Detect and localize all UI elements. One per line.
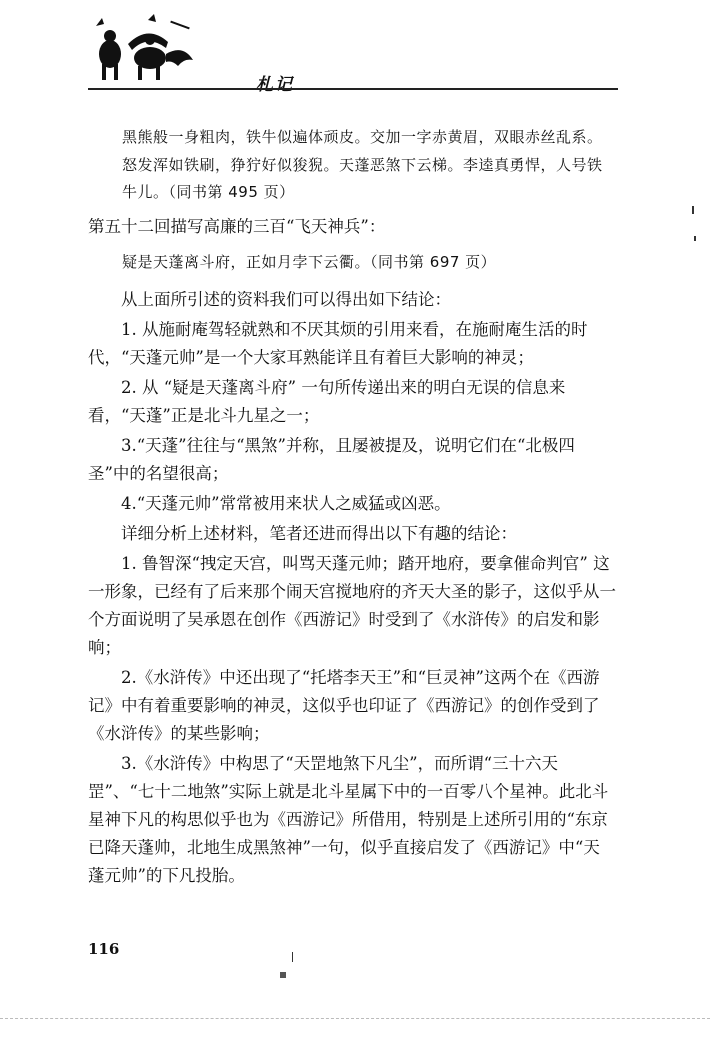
scan-speck [692,206,694,214]
header-divider [88,88,618,90]
paragraph: 3.《水浒传》中构思了“天罡地煞下凡尘”，而所谓“三十六天罡”、“七十二地煞”实际上就是北斗星属下中的一百零八个星神。此北斗星神下凡的构思似乎也为《西游记》所借用，特别是上述所引用的“东京已降天蓬帅，北地生成黑煞神”一句，似乎直接启发了《西游记》中“天蓬元帅”的下凡投胎。 [88,754,609,885]
paragraph: 2.《水浒传》中还出现了“托塔李天王”和“巨灵神”这两个在《西游记》中有着重要影响的神灵，这似乎也印证了《西游记》的创作受到了《水浒传》的某些影响； [88,668,600,743]
page-content [88,124,616,892]
page-header [88,14,618,94]
paragraph: 从上面所引述的资料我们可以得出如下结论： [121,290,451,309]
scan-edge-line [0,1018,710,1019]
scan-speck [292,952,293,962]
figures-logo-icon [88,14,198,86]
paragraph: 4.“天蓬元帅”常常被用来状人之威猛或凶恶。 [121,494,451,513]
scan-speck [694,236,696,241]
paragraph: 3.“天蓬”往往与“黑煞”并称，且屡被提及，说明它们在“北极四圣”中的名望很高； [88,436,575,483]
paragraph: 1. 从施耐庵驾轻就熟和不厌其烦的引用来看，在施耐庵生活的时代，“天蓬元帅”是一个大家耳熟能详且有着巨大影响的神灵； [88,320,588,367]
paragraph: 详细分析上述材料，笔者还进而得出以下有趣的结论： [121,524,517,543]
quote-block: 黑熊般一身粗肉，铁牛似遍体顽皮。交加一字赤黄眉，双眼赤丝乱系。怒发浑如铁刷，狰狞好似狻猊。天蓬恶煞下云梯。李逵真勇悍，人号铁牛儿。（同书第 495 页） [122,128,603,201]
header-title: 札记 [256,75,294,95]
paragraph: 第五十二回描写高廉的三百“飞天神兵”： [88,216,386,236]
quote-block: 疑是天蓬离斗府，正如月孛下云衢。（同书第 697 页） [122,252,497,271]
paragraph: 2. 从 “疑是天蓬离斗府” 一句所传递出来的明白无误的信息来看，“天蓬”正是北斗九星之一； [88,378,566,425]
scan-speck [280,972,286,978]
page-number: 116 [88,940,120,958]
paragraph: 1. 鲁智深“拽定天宫，叫骂天蓬元帅；踏开地府，要拿催命判官” 这一形象，已经有了后来那个闹天宫搅地府的齐天大圣的影子，这似乎从一个方面说明了吴承恩在创作《西游记》时受到了《水浒传》的启发和影响； [88,554,616,657]
